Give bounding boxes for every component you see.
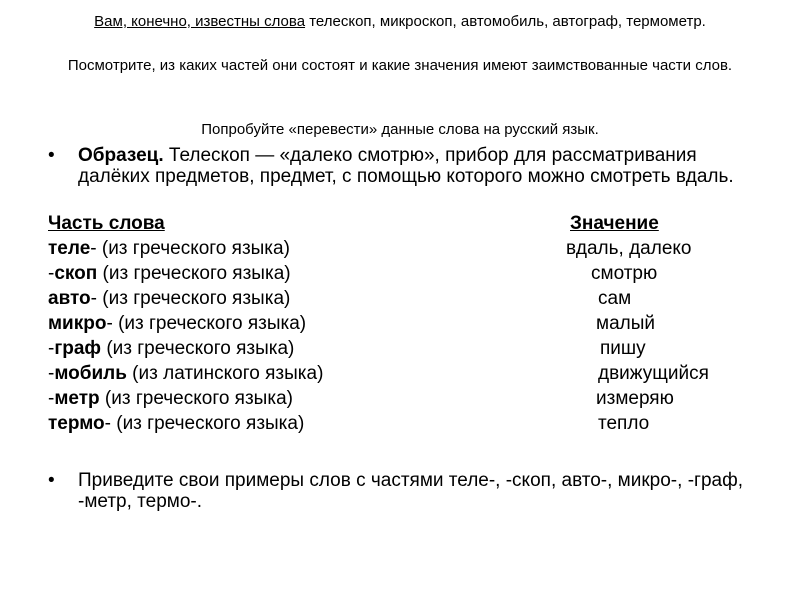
example-body: Телескоп — «далеко смотрю», прибор для рассматривания далёких предметов, предмет, с помощью которого можно смотреть вдаль. bbox=[78, 145, 734, 187]
row-part bbox=[48, 361, 323, 386]
table-row bbox=[48, 286, 768, 311]
row-part bbox=[48, 336, 294, 361]
row-origin: (из латинского языка) bbox=[126, 363, 324, 384]
intro-line-1 bbox=[40, 12, 760, 31]
row-origin: (из греческого языка) bbox=[101, 338, 295, 359]
row-root: микро bbox=[48, 313, 107, 334]
row-root: скоп bbox=[54, 263, 98, 284]
intro-line-2: Посмотрите, из каких частей они состоят и какие значения имеют заимствованные части слов. bbox=[67, 57, 733, 74]
row-origin: (из греческого языка) bbox=[99, 388, 293, 409]
row-meaning: пишу bbox=[600, 338, 646, 359]
row-origin: - (из греческого языка) bbox=[104, 413, 305, 434]
example-text bbox=[78, 145, 758, 187]
table-row bbox=[48, 261, 768, 286]
intro-words-list: телескоп, микроскоп, автомобиль, автограф, термометр. bbox=[305, 13, 706, 30]
table-header bbox=[48, 211, 768, 236]
row-root: термо bbox=[48, 413, 105, 434]
row-origin: - (из греческого языка) bbox=[90, 288, 291, 309]
bullet-dot: • bbox=[48, 145, 55, 166]
row-meaning: малый bbox=[596, 313, 655, 334]
row-part bbox=[48, 386, 293, 411]
row-root: граф bbox=[54, 338, 102, 359]
row-prefix: - bbox=[48, 363, 55, 384]
row-root: метр bbox=[54, 388, 100, 409]
header-part: Часть слова bbox=[48, 213, 165, 234]
table-row bbox=[48, 411, 768, 436]
intro-line-3: Попробуйте «перевести» данные слова на русский язык. bbox=[201, 121, 599, 138]
table-row bbox=[48, 361, 768, 386]
row-part bbox=[48, 286, 290, 311]
row-part bbox=[48, 311, 306, 336]
row-meaning: сам bbox=[598, 288, 632, 309]
intro-underlined-text: Вам, конечно, известны слова bbox=[94, 13, 306, 30]
row-prefix: - bbox=[48, 338, 55, 359]
bullet-dot: • bbox=[48, 470, 55, 491]
row-part bbox=[48, 261, 291, 286]
word-parts-table bbox=[48, 211, 768, 436]
row-origin: (из греческого языка) bbox=[97, 263, 291, 284]
table-row bbox=[48, 386, 768, 411]
row-root: теле bbox=[48, 238, 91, 259]
example-label: Образец. bbox=[78, 145, 164, 166]
header-meaning: Значение bbox=[570, 213, 659, 234]
row-origin: - (из греческого языка) bbox=[106, 313, 307, 334]
row-meaning: смотрю bbox=[591, 263, 658, 284]
table-row bbox=[48, 311, 768, 336]
row-meaning: вдаль, далеко bbox=[566, 238, 692, 259]
table-row bbox=[48, 236, 768, 261]
row-root: мобиль bbox=[54, 363, 127, 384]
row-meaning: движущийся bbox=[598, 363, 709, 384]
row-prefix: - bbox=[48, 388, 55, 409]
row-part bbox=[48, 236, 290, 261]
row-origin: - (из греческого языка) bbox=[90, 238, 290, 259]
row-root: авто bbox=[48, 288, 91, 309]
row-part bbox=[48, 411, 304, 436]
task-text: Приведите свои примеры слов с частями теле-, -скоп, авто-, микро-, -граф, -метр, термо-. bbox=[78, 470, 743, 512]
row-prefix: - bbox=[48, 263, 55, 284]
row-meaning: тепло bbox=[598, 413, 650, 434]
row-meaning: измеряю bbox=[596, 388, 674, 409]
table-row bbox=[48, 336, 768, 361]
